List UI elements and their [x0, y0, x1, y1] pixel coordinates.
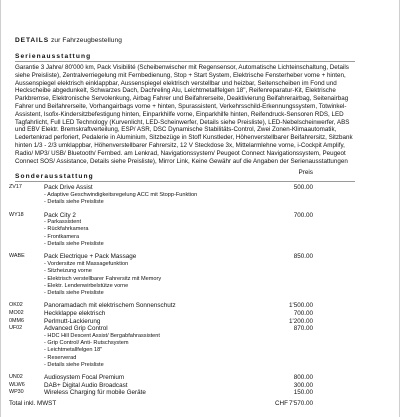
option-detail: - Leichtmetallfelgen 18" [44, 347, 103, 354]
total-currency: CHF [275, 400, 288, 408]
equipment-row [7, 389, 393, 397]
option-detail: - Vordersitze mit Massagefunktion [44, 260, 129, 267]
equipment-row [7, 318, 393, 326]
option-name: Pack Electrique + Pack Massage [44, 253, 137, 261]
option-name: Pack Drive Assist [44, 184, 93, 192]
option-price: 150.00 [293, 389, 313, 397]
equipment-row [7, 374, 393, 382]
special-equipment-section [7, 169, 393, 408]
option-price: 1'200.00 [289, 317, 313, 325]
option-code: 0MM6 [9, 317, 24, 324]
option-price: 1'500.00 [289, 302, 313, 310]
option-detail: - Elektrisch verstellbarer Fahrersitz mit Memory [44, 275, 162, 282]
equipment-row [7, 310, 393, 318]
special-equipment-list [7, 184, 393, 399]
page-title-spaced: DETAILS [15, 37, 50, 44]
option-price: 700.00 [293, 310, 313, 317]
option-detail: - Grip Control/ Anti- Rutschsystem [44, 340, 129, 347]
page-title-rest: zur Fahrzeugbestellung [49, 37, 123, 44]
total-row [7, 400, 393, 408]
option-price: 500.00 [293, 184, 313, 192]
option-name: Heckklappe elektrisch [44, 310, 106, 317]
equipment-row [7, 184, 393, 192]
option-name: Perlmutt-Lackierung [44, 317, 101, 325]
option-price: 870.00 [293, 325, 313, 333]
option-detail: - Details siehe Preisliste [44, 361, 104, 368]
option-price: 800.00 [293, 374, 313, 382]
price-column-header: Preis [298, 169, 313, 177]
option-name: Audiosystem Focal Premium [44, 374, 125, 382]
equipment-row [7, 253, 393, 261]
page-title [15, 37, 393, 44]
option-name: Advanced Grip Control [44, 325, 108, 333]
option-price: 300.00 [293, 381, 313, 389]
option-code: UN02 [9, 374, 23, 381]
option-detail: - HDC Hill Descent Assist/ Bergabfahrassistent [44, 332, 160, 339]
option-code: OK02 [9, 302, 23, 309]
option-detail: - Details siehe Preisliste [44, 199, 104, 206]
total-amount: 7'570.00 [289, 400, 313, 408]
equipment-row [7, 302, 393, 310]
option-detail: - Elektr. Lendenwirbelstütze vorne [44, 282, 129, 289]
option-detail: - Frontkamera [44, 233, 80, 240]
option-code: MO02 [9, 310, 24, 316]
option-name: Panoramadach mit elektrischem Sonnenschutz [44, 302, 176, 310]
option-detail: - Rückfahrkamera [44, 226, 89, 233]
option-code: ZV17 [9, 184, 22, 191]
equipment-row [7, 212, 393, 220]
special-divider [15, 181, 355, 182]
option-detail: - Details siehe Preisliste [44, 241, 104, 248]
option-code: WY18 [9, 211, 24, 218]
option-detail: - Reserverad [44, 354, 77, 361]
option-code: WLW6 [9, 381, 25, 388]
option-detail: - Details siehe Preisliste [44, 290, 104, 297]
standard-equipment-text: Garantie 3 Jahre/ 80'000 km, Pack Visibilité (Scheibenwischer mit Regensensor, Automatische Lichteinschaltung, Details siehe Preisliste), Zentralverriegelung mit Fernbedienung, Stop + Start System, Elektrische Fensterheber vorne + hinten, Aussenspiegel elektrisch einklappbar, Aussenspiegel elektrisch verstellbar und heizbar, Seitenscheiben im Fond und Heckscheibe abgedunkelt, Schwarzes Dach, Dachreling Alu, Leichtmetallfelgen 18", Reifenreparatur-Kit, Elektrische Parkbremse, Elektronische Servolenkung, Airbag Fahrer und Beifahrerseite, Deaktivierung Beifahrerairbag, Seitenairbag Fahrer und Beifahrerseite, Vorhangairbags vorne + hinten, Spurassistent, Verkehrsschild-Erkennungssystem, Totwinkel-Assistent, Isofix-Kindersitzbefestigung hinten, Einparkhilfe vorne, Einparkhilfe hinten, Reifendruck-Sensoren RDS, LED Tagfahrlicht, Full LED Technology (Kurvenlicht, LED-Scheinwerfer, Details siehe Preisliste), LED-Nebelscheinwerfer, ABS und EBV Elektr. Bremskraftverteilung, ESP/ ASR, DSC Dynamische Stabilitäts-Control, Zwei Zonen-Klimaautomatik, Ledertenkrad perforiert, Pedalerie in Aluminium, Sitzbezüge in Stoff Kunstleder, Höhenverstellbarer Beifahrersitz, Sitzbank hinten 1/3 - 2/3 umklappbar, Höhenverstellbarer Fahrersitz, 12 V Steckdose 3x, Mittelarmlehne vorne, i-Cockpit Amplify, Radio/ MP3/ USB/ Bluetooth/ Fernbed. am Lenkrad, Navigationssystem/ Peugeot Connect Navigationssystem, Peugeot Connect SOS/ Assistance, Details siehe Preisliste), Mirror Link, Keine Gewähr auf die Angaben der Serienausstattungen [15, 64, 353, 165]
option-price: 700.00 [293, 211, 313, 219]
standard-equipment-heading: Serienausstattung [15, 53, 92, 60]
option-code: WABE [9, 253, 25, 260]
option-name: Pack City 2 [44, 211, 76, 219]
option-detail: - Adaptive Geschwindigkeitsregelung ACC mit Stopp-Funktion [44, 191, 198, 198]
spacer [7, 397, 393, 399]
equipment-row [7, 325, 393, 333]
option-name: Wireless Charging für mobile Geräte [44, 389, 146, 397]
equipment-row [7, 382, 393, 390]
special-equipment-heading: Sonderausstattung [15, 173, 94, 181]
option-detail: - Sitzheizung vorne [44, 268, 92, 275]
option-code: WP30 [9, 389, 24, 396]
option-code: UF02 [9, 325, 23, 332]
option-detail: - Parkassistent [44, 219, 81, 226]
total-label: Total inkl. MWST [9, 400, 57, 408]
option-name: DAB+ Digital Audio Broadcast [44, 381, 128, 389]
standard-divider [15, 61, 355, 62]
option-price: 850.00 [293, 253, 313, 261]
